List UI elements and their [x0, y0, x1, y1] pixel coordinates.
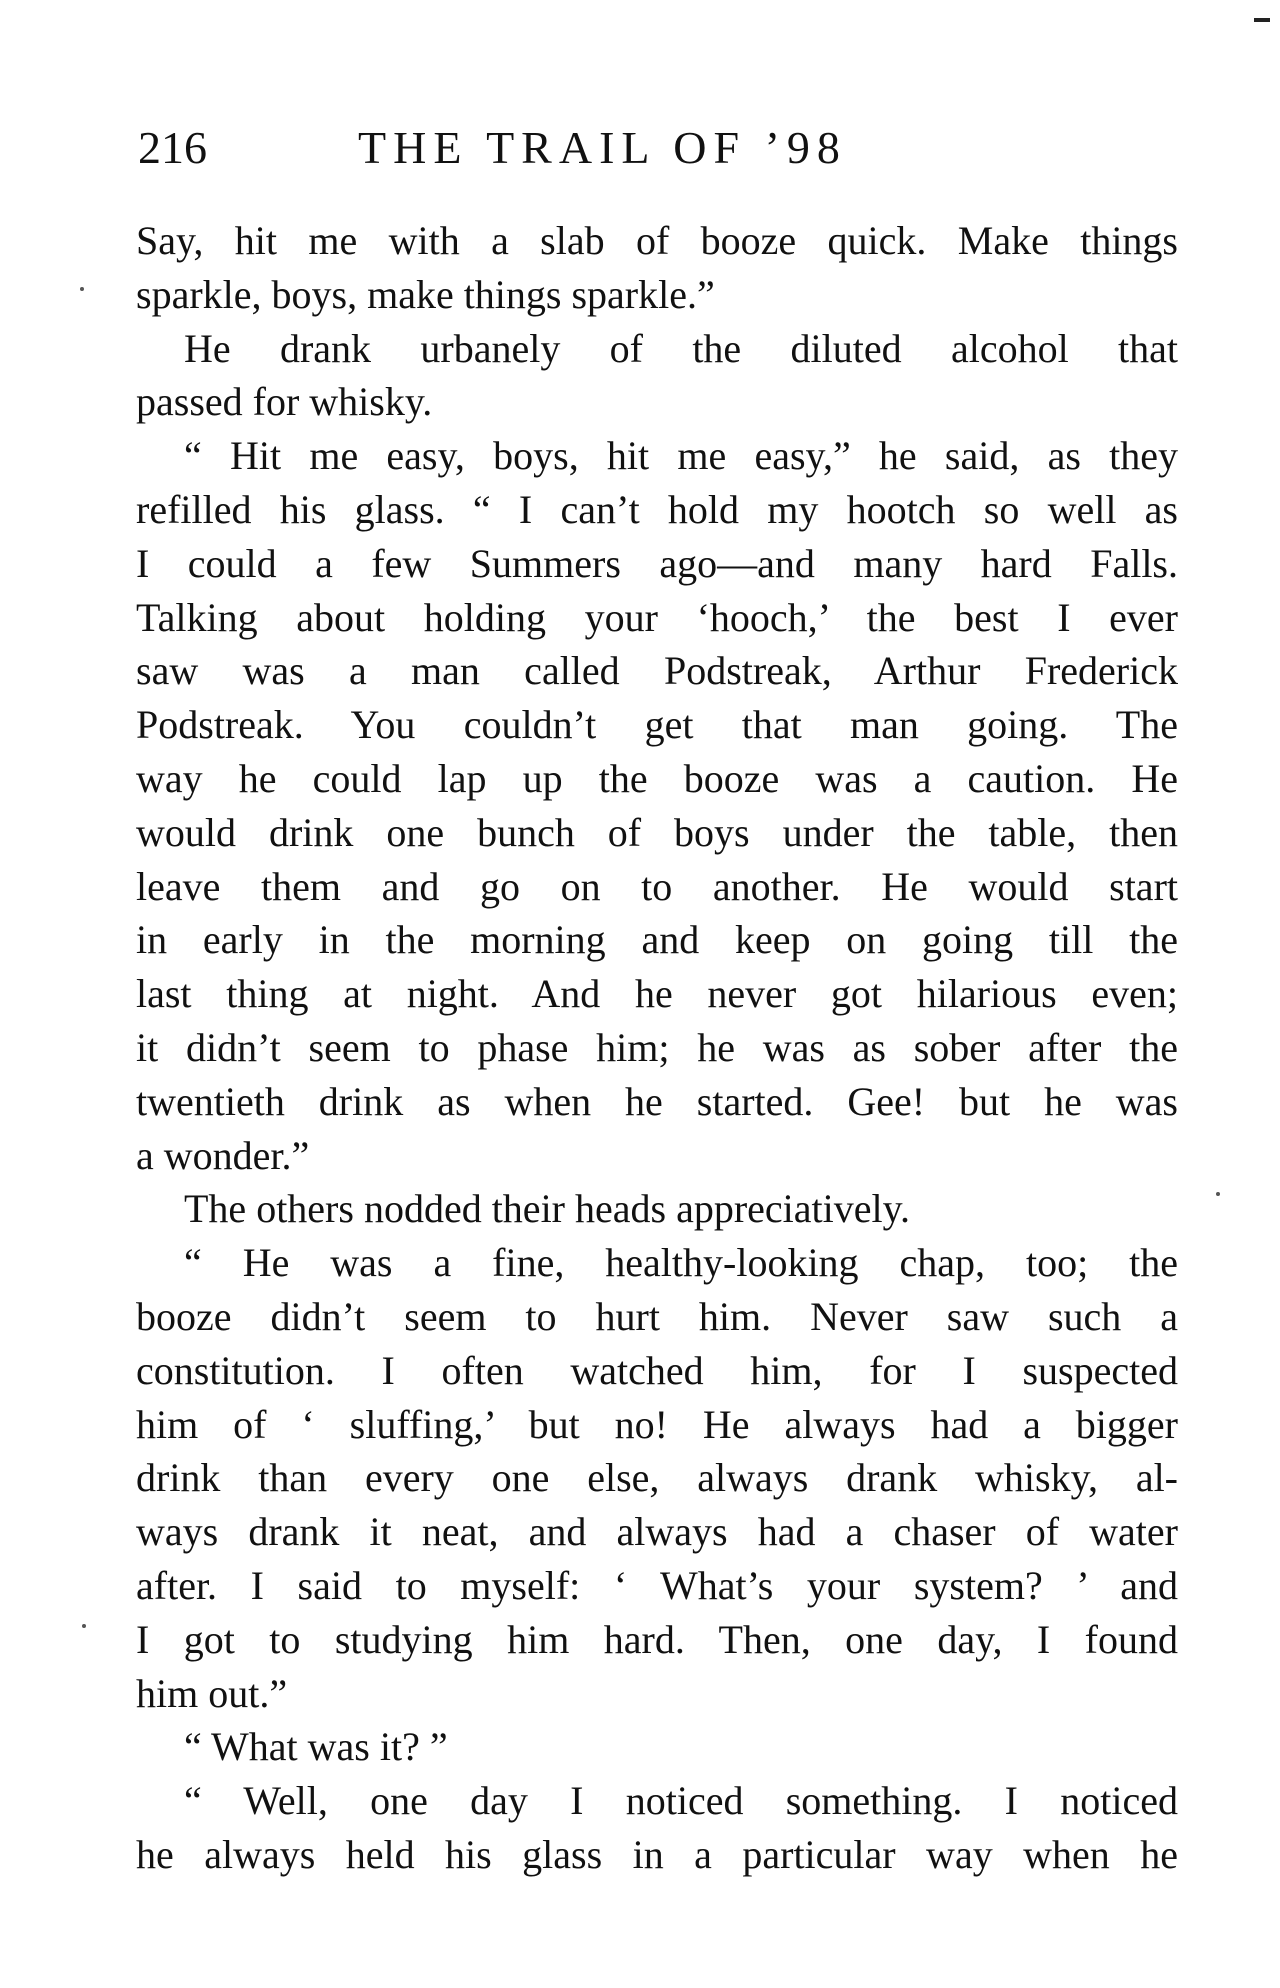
text-line: in early in the morning and keep on going till the — [136, 917, 1178, 963]
text-line: it didn’t seem to phase him; he was as sober after the — [136, 1024, 1178, 1070]
text-line: last thing at night. And he never got hilarious even; — [136, 971, 1178, 1017]
text-line: constitution. I often watched him, for I suspected — [136, 1347, 1178, 1393]
text-line: a wonder.” — [136, 1132, 310, 1178]
text-line: way he could lap up the booze was a caution. He — [136, 755, 1178, 801]
text-line: he always held his glass in a particular way when he — [136, 1831, 1178, 1877]
text-line: “ What was it? ” — [184, 1724, 448, 1770]
text-line: twentieth drink as when he started. Gee! but he was — [136, 1078, 1178, 1124]
speck — [80, 287, 84, 291]
text-line: after. I said to myself: ‘ What’s your system? ’ and — [136, 1562, 1178, 1608]
text-line: ways drank it neat, and always had a chaser of water — [136, 1509, 1178, 1555]
text-line: refilled his glass. “ I can’t hold my hootch so well as — [136, 486, 1178, 532]
text-line: Say, hit me with a slab of booze quick. Make things — [136, 218, 1178, 263]
body-text — [136, 214, 1178, 1882]
text-line: sparkle, boys, make things sparkle.” — [136, 271, 715, 317]
text-line: would drink one bunch of boys under the table, then — [136, 809, 1178, 855]
text-line: Talking about holding your ‘hooch,’ the best I ever — [136, 594, 1178, 640]
running-head — [138, 118, 1178, 178]
text-line: drink than every one else, always drank whisky, al- — [136, 1455, 1178, 1501]
text-line: passed for whisky. — [136, 379, 433, 425]
speck — [1216, 1192, 1220, 1196]
text-line: The others nodded their heads appreciatively. — [184, 1186, 911, 1232]
text-line: booze didn’t seem to hurt him. Never saw such a — [136, 1293, 1178, 1339]
page-number: 216 — [138, 122, 207, 173]
text-line: I could a few Summers ago—and many hard Falls. — [136, 540, 1178, 586]
text-line: “ He was a fine, healthy-looking chap, too; the — [184, 1240, 1178, 1286]
corner-mark — [1254, 18, 1270, 22]
running-title: THE TRAIL OF ’98 — [358, 122, 847, 173]
text-line: I got to studying him hard. Then, one day, I found — [136, 1616, 1178, 1662]
text-line: He drank urbanely of the diluted alcohol that — [184, 325, 1178, 371]
text-line: leave them and go on to another. He would start — [136, 863, 1178, 909]
text-line: Podstreak. You couldn’t get that man going. The — [136, 702, 1178, 748]
text-line: “ Hit me easy, boys, hit me easy,” he said, as they — [184, 433, 1178, 479]
speck — [82, 1624, 86, 1628]
text-line: “ Well, one day I noticed something. I noticed — [184, 1778, 1178, 1824]
text-line: him of ‘ sluffing,’ but no! He always had a bigger — [136, 1401, 1178, 1447]
text-line: saw was a man called Podstreak, Arthur Frederick — [136, 648, 1178, 694]
text-line: him out.” — [136, 1670, 288, 1716]
